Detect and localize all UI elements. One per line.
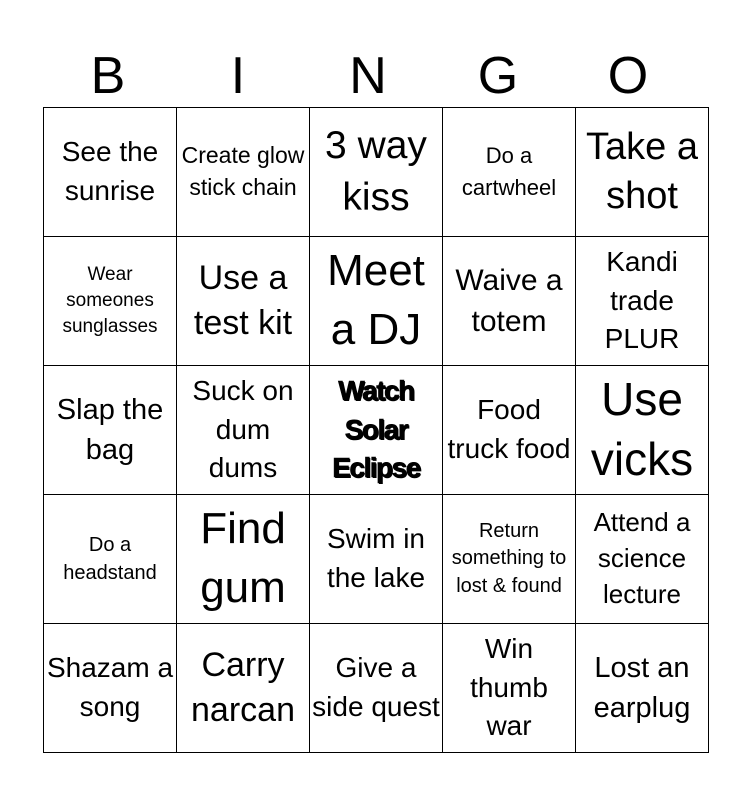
bingo-cell[interactable] <box>44 108 177 237</box>
cell-text: Meet a DJ <box>327 246 425 354</box>
bingo-cell[interactable] <box>576 108 709 237</box>
header-letter-i: I <box>230 47 246 105</box>
free-space-cell[interactable] <box>310 366 443 495</box>
cell-text: Use a test kit <box>193 258 293 342</box>
bingo-cell[interactable] <box>443 495 576 624</box>
cell-text: Give a side quest <box>312 652 440 722</box>
bingo-board <box>43 107 709 753</box>
bingo-cell[interactable] <box>576 495 709 624</box>
header-letter-b: B <box>90 47 126 105</box>
bingo-cell[interactable] <box>44 624 177 753</box>
bingo-cell[interactable] <box>310 108 443 237</box>
bingo-cell[interactable] <box>576 237 709 366</box>
cell-text: Use vicks <box>590 373 694 485</box>
board-row <box>44 495 709 624</box>
bingo-header <box>43 46 693 106</box>
cell-text: Create glow stick chain <box>181 142 305 200</box>
bingo-cell[interactable] <box>443 108 576 237</box>
free-space-text: Watch Solar Eclipse <box>332 375 420 484</box>
cell-text: Lost an earplug <box>593 651 691 724</box>
cell-text: See the sunrise <box>61 136 159 206</box>
cell-text: Win thumb war <box>470 633 548 742</box>
cell-text: Find gum <box>200 504 286 612</box>
bingo-cell[interactable] <box>310 624 443 753</box>
bingo-cell[interactable] <box>576 624 709 753</box>
cell-text: Waive a totem <box>455 263 563 338</box>
bingo-cell[interactable] <box>44 366 177 495</box>
bingo-cell[interactable] <box>177 495 310 624</box>
cell-text: Do a headstand <box>63 533 157 584</box>
bingo-cell[interactable] <box>310 237 443 366</box>
board-row <box>44 366 709 495</box>
cell-text: Suck on dum dums <box>192 375 294 484</box>
board-row <box>44 108 709 237</box>
bingo-cell[interactable] <box>177 237 310 366</box>
bingo-cell[interactable] <box>177 366 310 495</box>
cell-text: Shazam a song <box>46 652 174 722</box>
cell-text: Slap the bag <box>56 393 164 466</box>
bingo-cell[interactable] <box>443 624 576 753</box>
header-letter-g: G <box>477 47 519 105</box>
cell-text: Take a shot <box>586 125 698 217</box>
bingo-cell[interactable] <box>310 495 443 624</box>
header-letter-o: O <box>607 47 649 105</box>
board-row <box>44 624 709 753</box>
cell-text: Swim in the lake <box>326 523 426 593</box>
cell-text: Attend a science lecture <box>593 507 691 609</box>
header-letter-n: N <box>349 47 387 105</box>
board-row <box>44 237 709 366</box>
bingo-cell[interactable] <box>443 366 576 495</box>
cell-text: Food truck food <box>447 394 571 464</box>
cell-text: Wear someones sunglasses <box>62 263 158 338</box>
cell-text: Return something to lost & found <box>451 519 567 597</box>
bingo-cell[interactable] <box>44 237 177 366</box>
cell-text: Carry narcan <box>191 645 295 729</box>
bingo-cell[interactable] <box>576 366 709 495</box>
cell-text: Kandi trade PLUR <box>604 246 680 355</box>
cell-text: Do a cartwheel <box>461 143 557 200</box>
bingo-cell[interactable] <box>44 495 177 624</box>
bingo-cell[interactable] <box>177 108 310 237</box>
bingo-cell[interactable] <box>177 624 310 753</box>
cell-text: 3 way kiss <box>325 124 427 219</box>
bingo-cell[interactable] <box>443 237 576 366</box>
